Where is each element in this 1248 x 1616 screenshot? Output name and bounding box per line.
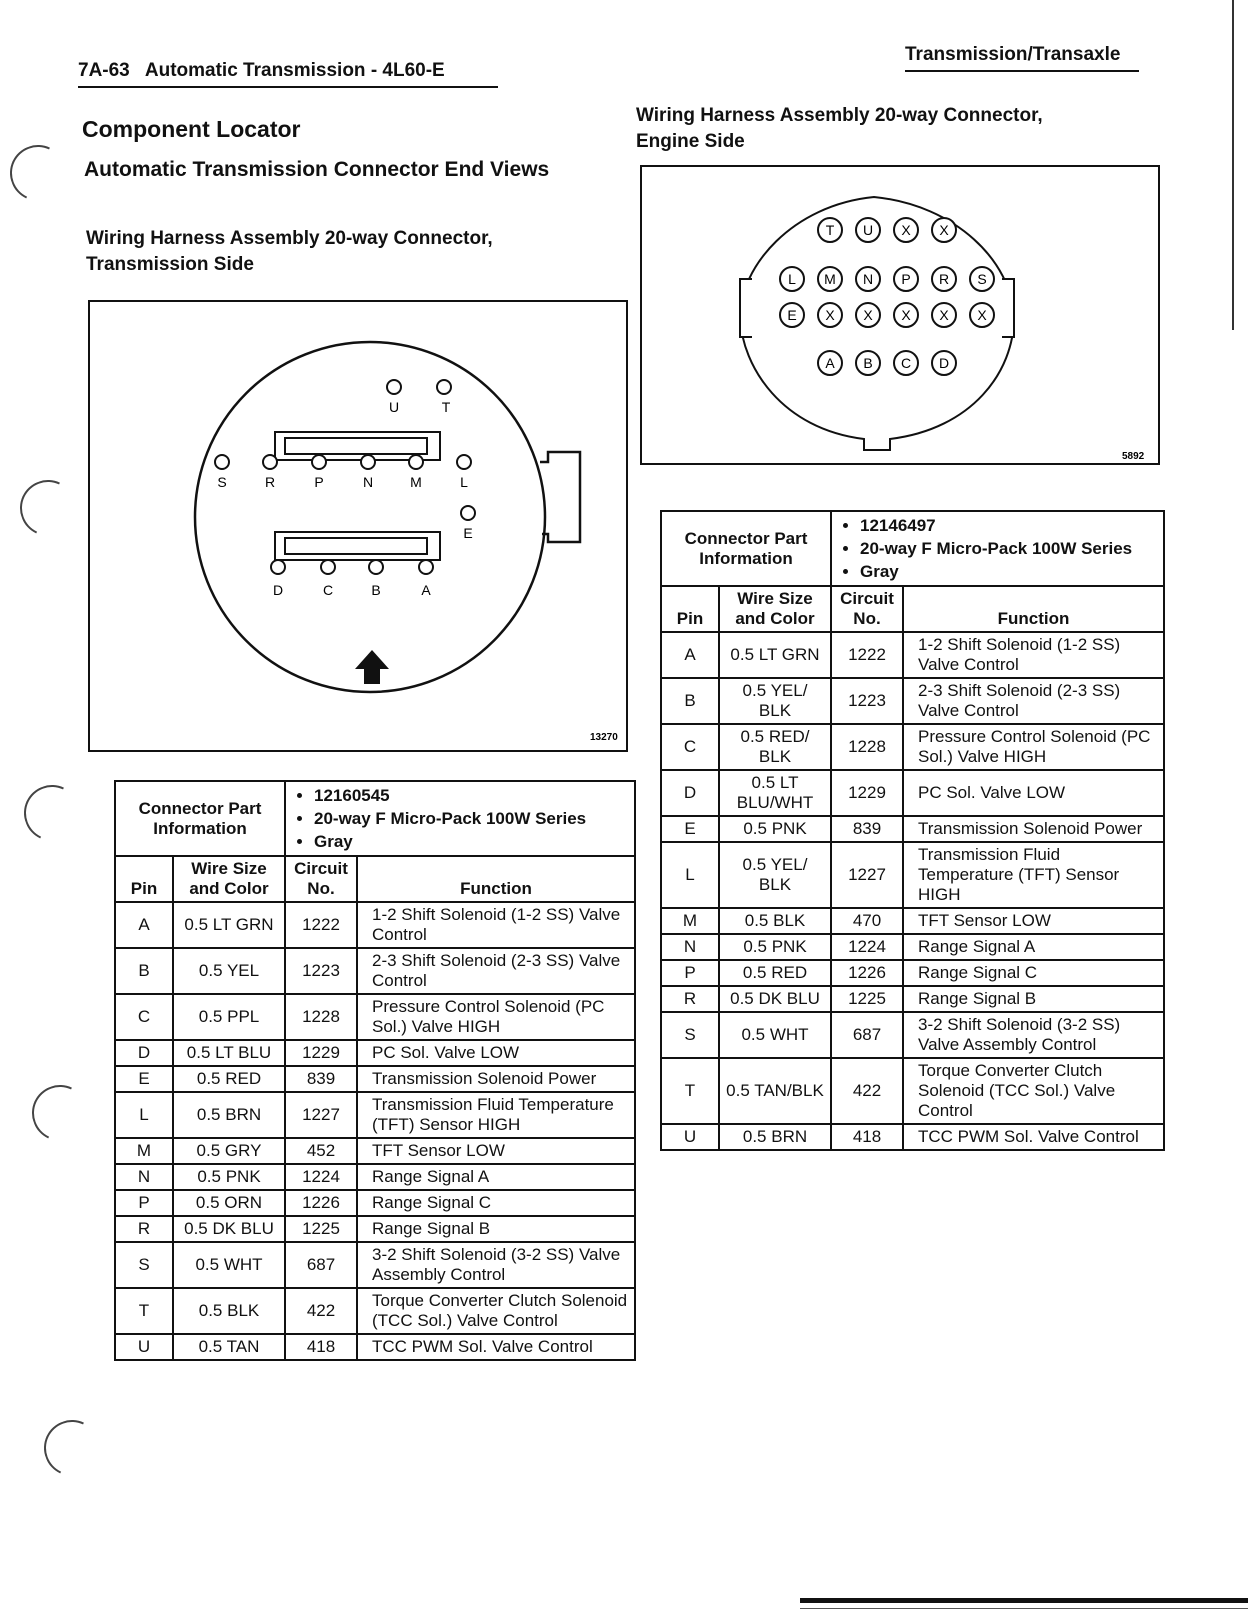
cell-function: 1-2 Shift Solenoid (1-2 SS) Valve Control bbox=[357, 902, 635, 948]
table-row bbox=[661, 1124, 1164, 1150]
pin-socket bbox=[409, 455, 423, 469]
cell-pin: D bbox=[115, 1040, 173, 1066]
cell-circuit: 1226 bbox=[831, 960, 903, 986]
cell-pin: C bbox=[661, 724, 719, 770]
cell-function: Transmission Fluid Temperature (TFT) Sensor HIGH bbox=[357, 1092, 635, 1138]
pin-label: P bbox=[314, 474, 324, 490]
cell-circuit: 1224 bbox=[831, 934, 903, 960]
cell-wire-color: 0.5 PPL bbox=[173, 994, 285, 1040]
cell-pin: P bbox=[115, 1190, 173, 1216]
pin-label: D bbox=[938, 355, 950, 371]
table-row bbox=[115, 1138, 635, 1164]
pin-label: A bbox=[421, 582, 431, 598]
pin-socket bbox=[263, 455, 277, 469]
cell-pin: A bbox=[661, 632, 719, 678]
cell-circuit: 1228 bbox=[831, 724, 903, 770]
header-rule bbox=[905, 70, 1139, 72]
pin-label: X bbox=[863, 307, 873, 323]
cell-circuit: 422 bbox=[285, 1288, 357, 1334]
pin-label: A bbox=[825, 355, 835, 371]
connector-body bbox=[195, 342, 545, 692]
cell-wire-color: 0.5 RED bbox=[173, 1066, 285, 1092]
table-row bbox=[661, 632, 1164, 678]
cell-circuit: 1227 bbox=[285, 1092, 357, 1138]
table-row bbox=[115, 1334, 635, 1360]
cell-wire-color: 0.5 YEL/ BLK bbox=[719, 678, 831, 724]
pin-label: U bbox=[862, 222, 874, 238]
page-edge-rule bbox=[1232, 0, 1234, 330]
part-series: • 20-way F Micro-Pack 100W Series bbox=[860, 537, 1157, 560]
cell-function: Torque Converter Clutch Solenoid (TCC Sol.) Valve Control bbox=[357, 1288, 635, 1334]
pin-label: N bbox=[862, 271, 874, 287]
binder-hole-mark bbox=[24, 1077, 96, 1149]
col-header-function: Function bbox=[903, 586, 1164, 632]
cell-circuit: 1222 bbox=[831, 632, 903, 678]
pin-socket bbox=[387, 380, 401, 394]
pin-label: S bbox=[217, 474, 227, 490]
part-color: • Gray bbox=[860, 560, 1157, 583]
cell-function: Pressure Control Solenoid (PC Sol.) Valve HIGH bbox=[357, 994, 635, 1040]
engine-side-pinout-table bbox=[660, 510, 1165, 1151]
cell-function: Range Signal B bbox=[357, 1216, 635, 1242]
cell-wire-color: 0.5 LT BLU/WHT bbox=[719, 770, 831, 816]
pin-label: M bbox=[410, 474, 422, 490]
cell-circuit: 1223 bbox=[285, 948, 357, 994]
connector-key-right bbox=[1002, 279, 1014, 337]
pin-label: P bbox=[901, 271, 911, 287]
cell-circuit: 418 bbox=[831, 1124, 903, 1150]
cell-function: TFT Sensor LOW bbox=[903, 908, 1164, 934]
transmission-side-connector-diagram bbox=[90, 302, 626, 750]
cell-function: Transmission Fluid Temperature (TFT) Sensor HIGH bbox=[903, 842, 1164, 908]
table-row bbox=[661, 816, 1164, 842]
part-color: • Gray bbox=[314, 830, 628, 853]
pin-socket bbox=[419, 560, 433, 574]
pin-label: X bbox=[939, 222, 949, 238]
table-row bbox=[661, 678, 1164, 724]
cell-circuit: 1225 bbox=[285, 1216, 357, 1242]
cell-wire-color: 0.5 BRN bbox=[719, 1124, 831, 1150]
cell-circuit: 839 bbox=[831, 816, 903, 842]
part-info-list bbox=[292, 784, 628, 853]
cell-pin: C bbox=[115, 994, 173, 1040]
table-row bbox=[661, 1012, 1164, 1058]
table-header-row bbox=[115, 856, 635, 902]
cell-pin: A bbox=[115, 902, 173, 948]
terminal-slot-upper-inner bbox=[285, 438, 427, 454]
cell-pin: B bbox=[661, 678, 719, 724]
page-header-section: Transmission/Transaxle bbox=[905, 44, 1121, 65]
cell-function: 3-2 Shift Solenoid (3-2 SS) Valve Assembly Control bbox=[357, 1242, 635, 1288]
col-header-circuit: Circuit No. bbox=[831, 586, 903, 632]
pin-socket bbox=[457, 455, 471, 469]
cell-wire-color: 0.5 LT GRN bbox=[173, 902, 285, 948]
table-row bbox=[115, 948, 635, 994]
pin-label: U bbox=[388, 399, 400, 415]
cell-function: Transmission Solenoid Power bbox=[903, 816, 1164, 842]
pin-socket bbox=[321, 560, 335, 574]
part-info-list-cell bbox=[285, 781, 635, 856]
pin-socket bbox=[369, 560, 383, 574]
cell-circuit: 1222 bbox=[285, 902, 357, 948]
pin-socket bbox=[271, 560, 285, 574]
cell-circuit: 1228 bbox=[285, 994, 357, 1040]
table-row bbox=[661, 770, 1164, 816]
cell-wire-color: 0.5 PNK bbox=[719, 934, 831, 960]
cell-wire-color: 0.5 YEL bbox=[173, 948, 285, 994]
transmission-side-pinout-table bbox=[114, 780, 636, 1361]
cell-circuit: 1227 bbox=[831, 842, 903, 908]
table-row bbox=[115, 1092, 635, 1138]
cell-pin: B bbox=[115, 948, 173, 994]
table-row bbox=[115, 1288, 635, 1334]
part-info-list-cell bbox=[831, 511, 1164, 586]
cell-pin: N bbox=[661, 934, 719, 960]
cell-pin: P bbox=[661, 960, 719, 986]
pin-label: N bbox=[362, 474, 374, 490]
pin-socket bbox=[215, 455, 229, 469]
cell-wire-color: 0.5 DK BLU bbox=[173, 1216, 285, 1242]
table-row bbox=[661, 986, 1164, 1012]
pin-label: X bbox=[977, 307, 987, 323]
cell-pin: T bbox=[115, 1288, 173, 1334]
cell-wire-color: 0.5 TAN bbox=[173, 1334, 285, 1360]
cell-wire-color: 0.5 WHT bbox=[173, 1242, 285, 1288]
cell-pin: L bbox=[115, 1092, 173, 1138]
col-header-wire: Wire Size and Color bbox=[719, 586, 831, 632]
connector-key-left bbox=[740, 279, 752, 337]
cell-function: Range Signal A bbox=[357, 1164, 635, 1190]
cell-wire-color: 0.5 PNK bbox=[173, 1164, 285, 1190]
table-row bbox=[115, 1066, 635, 1092]
pin-label: B bbox=[863, 355, 873, 371]
col-header-pin: Pin bbox=[115, 856, 173, 902]
binder-hole-mark bbox=[12, 472, 84, 544]
table-row bbox=[661, 908, 1164, 934]
pin-label: C bbox=[900, 355, 912, 371]
pin-label: E bbox=[463, 525, 473, 541]
cell-pin: D bbox=[661, 770, 719, 816]
cell-circuit: 1226 bbox=[285, 1190, 357, 1216]
heading-engine-side: Wiring Harness Assembly 20-way Connector, Engine Side bbox=[636, 105, 1043, 152]
cell-pin: U bbox=[661, 1124, 719, 1150]
col-header-function: Function bbox=[357, 856, 635, 902]
heading-component-locator: Component Locator bbox=[82, 116, 301, 142]
cell-circuit: 418 bbox=[285, 1334, 357, 1360]
engine-side-connector-figure bbox=[640, 165, 1160, 465]
cell-wire-color: 0.5 BLK bbox=[719, 908, 831, 934]
connector-lock-tab bbox=[540, 452, 580, 542]
cell-function: Torque Converter Clutch Solenoid (TCC Sol.) Valve Control bbox=[903, 1058, 1164, 1124]
pin-label: X bbox=[901, 222, 911, 238]
cell-wire-color: 0.5 GRY bbox=[173, 1138, 285, 1164]
figure-number: 13270 bbox=[590, 732, 618, 743]
heading-transmission-side: Wiring Harness Assembly 20-way Connector, Transmission Side bbox=[86, 228, 493, 275]
cell-function: Range Signal C bbox=[903, 960, 1164, 986]
cell-pin: S bbox=[661, 1012, 719, 1058]
pin-label: X bbox=[825, 307, 835, 323]
part-info-row bbox=[115, 781, 635, 856]
table-row bbox=[115, 1164, 635, 1190]
cell-pin: E bbox=[661, 816, 719, 842]
table-row bbox=[661, 960, 1164, 986]
pin-label: R bbox=[938, 271, 950, 287]
pin-label: R bbox=[264, 474, 276, 490]
cell-circuit: 687 bbox=[285, 1242, 357, 1288]
cell-wire-color: 0.5 PNK bbox=[719, 816, 831, 842]
cell-wire-color: 0.5 BLK bbox=[173, 1288, 285, 1334]
binder-hole-mark bbox=[16, 777, 88, 849]
figure-number: 5892 bbox=[1122, 451, 1145, 462]
cell-pin: N bbox=[115, 1164, 173, 1190]
cell-function: 2-3 Shift Solenoid (2-3 SS) Valve Control bbox=[357, 948, 635, 994]
pin-label: L bbox=[460, 474, 468, 490]
pin-label: D bbox=[272, 582, 284, 598]
pin-socket bbox=[437, 380, 451, 394]
cell-pin: R bbox=[115, 1216, 173, 1242]
cell-function: Range Signal A bbox=[903, 934, 1164, 960]
cell-wire-color: 0.5 DK BLU bbox=[719, 986, 831, 1012]
cell-circuit: 422 bbox=[831, 1058, 903, 1124]
cell-circuit: 1229 bbox=[285, 1040, 357, 1066]
transmission-side-connector-figure bbox=[88, 300, 628, 752]
part-info-row bbox=[661, 511, 1164, 586]
footer-rule bbox=[800, 1598, 1248, 1603]
cell-circuit: 687 bbox=[831, 1012, 903, 1058]
cell-function: Range Signal C bbox=[357, 1190, 635, 1216]
cell-wire-color: 0.5 LT BLU bbox=[173, 1040, 285, 1066]
table-row bbox=[115, 994, 635, 1040]
cell-wire-color: 0.5 ORN bbox=[173, 1190, 285, 1216]
cell-function: Range Signal B bbox=[903, 986, 1164, 1012]
pin-socket bbox=[312, 455, 326, 469]
cell-circuit: 470 bbox=[831, 908, 903, 934]
pin-socket bbox=[361, 455, 375, 469]
cell-pin: R bbox=[661, 986, 719, 1012]
cell-wire-color: 0.5 RED/ BLK bbox=[719, 724, 831, 770]
cell-pin: E bbox=[115, 1066, 173, 1092]
table-row bbox=[661, 934, 1164, 960]
page-header-title: 7A-63 Automatic Transmission - 4L60-E bbox=[78, 60, 445, 81]
cell-pin: T bbox=[661, 1058, 719, 1124]
pin-label: T bbox=[441, 399, 451, 415]
pin-label: X bbox=[901, 307, 911, 323]
cell-wire-color: 0.5 WHT bbox=[719, 1012, 831, 1058]
cell-function: TCC PWM Sol. Valve Control bbox=[903, 1124, 1164, 1150]
engine-side-connector-diagram bbox=[642, 167, 1158, 463]
cell-function: PC Sol. Valve LOW bbox=[903, 770, 1164, 816]
table-row bbox=[661, 1058, 1164, 1124]
cell-function: 2-3 Shift Solenoid (2-3 SS) Valve Control bbox=[903, 678, 1164, 724]
cell-circuit: 1229 bbox=[831, 770, 903, 816]
cell-function: 3-2 Shift Solenoid (3-2 SS) Valve Assembly Control bbox=[903, 1012, 1164, 1058]
table-row bbox=[661, 842, 1164, 908]
pin-label: B bbox=[371, 582, 381, 598]
cell-function: Transmission Solenoid Power bbox=[357, 1066, 635, 1092]
table-row bbox=[115, 1190, 635, 1216]
pin-label: E bbox=[787, 307, 797, 323]
cell-pin: U bbox=[115, 1334, 173, 1360]
part-info-label: Connector Part Information bbox=[661, 511, 831, 586]
table-row bbox=[115, 1216, 635, 1242]
cell-function: TFT Sensor LOW bbox=[357, 1138, 635, 1164]
cell-pin: M bbox=[115, 1138, 173, 1164]
pin-socket bbox=[461, 506, 475, 520]
cell-pin: M bbox=[661, 908, 719, 934]
part-number: • 12146497 bbox=[860, 514, 1157, 537]
part-info-list bbox=[838, 514, 1157, 583]
cell-wire-color: 0.5 RED bbox=[719, 960, 831, 986]
cell-circuit: 1223 bbox=[831, 678, 903, 724]
cell-circuit: 1225 bbox=[831, 986, 903, 1012]
cell-circuit: 452 bbox=[285, 1138, 357, 1164]
table-row bbox=[115, 902, 635, 948]
table-row bbox=[115, 1242, 635, 1288]
table-row bbox=[115, 1040, 635, 1066]
heading-end-views: Automatic Transmission Connector End Views bbox=[84, 158, 550, 181]
binder-hole-mark bbox=[36, 1412, 108, 1484]
cell-function: Pressure Control Solenoid (PC Sol.) Valve HIGH bbox=[903, 724, 1164, 770]
col-header-pin: Pin bbox=[661, 586, 719, 632]
col-header-circuit: Circuit No. bbox=[285, 856, 357, 902]
terminal-slot-lower-inner bbox=[285, 538, 427, 554]
cell-wire-color: 0.5 YEL/ BLK bbox=[719, 842, 831, 908]
cell-function: 1-2 Shift Solenoid (1-2 SS) Valve Control bbox=[903, 632, 1164, 678]
pin-label: S bbox=[977, 271, 987, 287]
header-rule bbox=[78, 86, 498, 88]
pin-label: M bbox=[824, 271, 836, 287]
pin-label: C bbox=[322, 582, 334, 598]
cell-wire-color: 0.5 BRN bbox=[173, 1092, 285, 1138]
table-header-row bbox=[661, 586, 1164, 632]
part-series: • 20-way F Micro-Pack 100W Series bbox=[314, 807, 628, 830]
binder-hole-mark bbox=[2, 137, 74, 209]
cell-function: TCC PWM Sol. Valve Control bbox=[357, 1334, 635, 1360]
cell-circuit: 839 bbox=[285, 1066, 357, 1092]
cell-function: PC Sol. Valve LOW bbox=[357, 1040, 635, 1066]
footer-rule-thin bbox=[800, 1608, 1248, 1609]
pin-label: L bbox=[788, 271, 796, 287]
part-number: • 12160545 bbox=[314, 784, 628, 807]
cell-wire-color: 0.5 TAN/BLK bbox=[719, 1058, 831, 1124]
pin-label: X bbox=[939, 307, 949, 323]
cell-pin: L bbox=[661, 842, 719, 908]
part-info-label: Connector Part Information bbox=[115, 781, 285, 856]
cell-circuit: 1224 bbox=[285, 1164, 357, 1190]
cell-wire-color: 0.5 LT GRN bbox=[719, 632, 831, 678]
col-header-wire: Wire Size and Color bbox=[173, 856, 285, 902]
pin-label: T bbox=[825, 222, 835, 238]
table-row bbox=[661, 724, 1164, 770]
cell-pin: S bbox=[115, 1242, 173, 1288]
